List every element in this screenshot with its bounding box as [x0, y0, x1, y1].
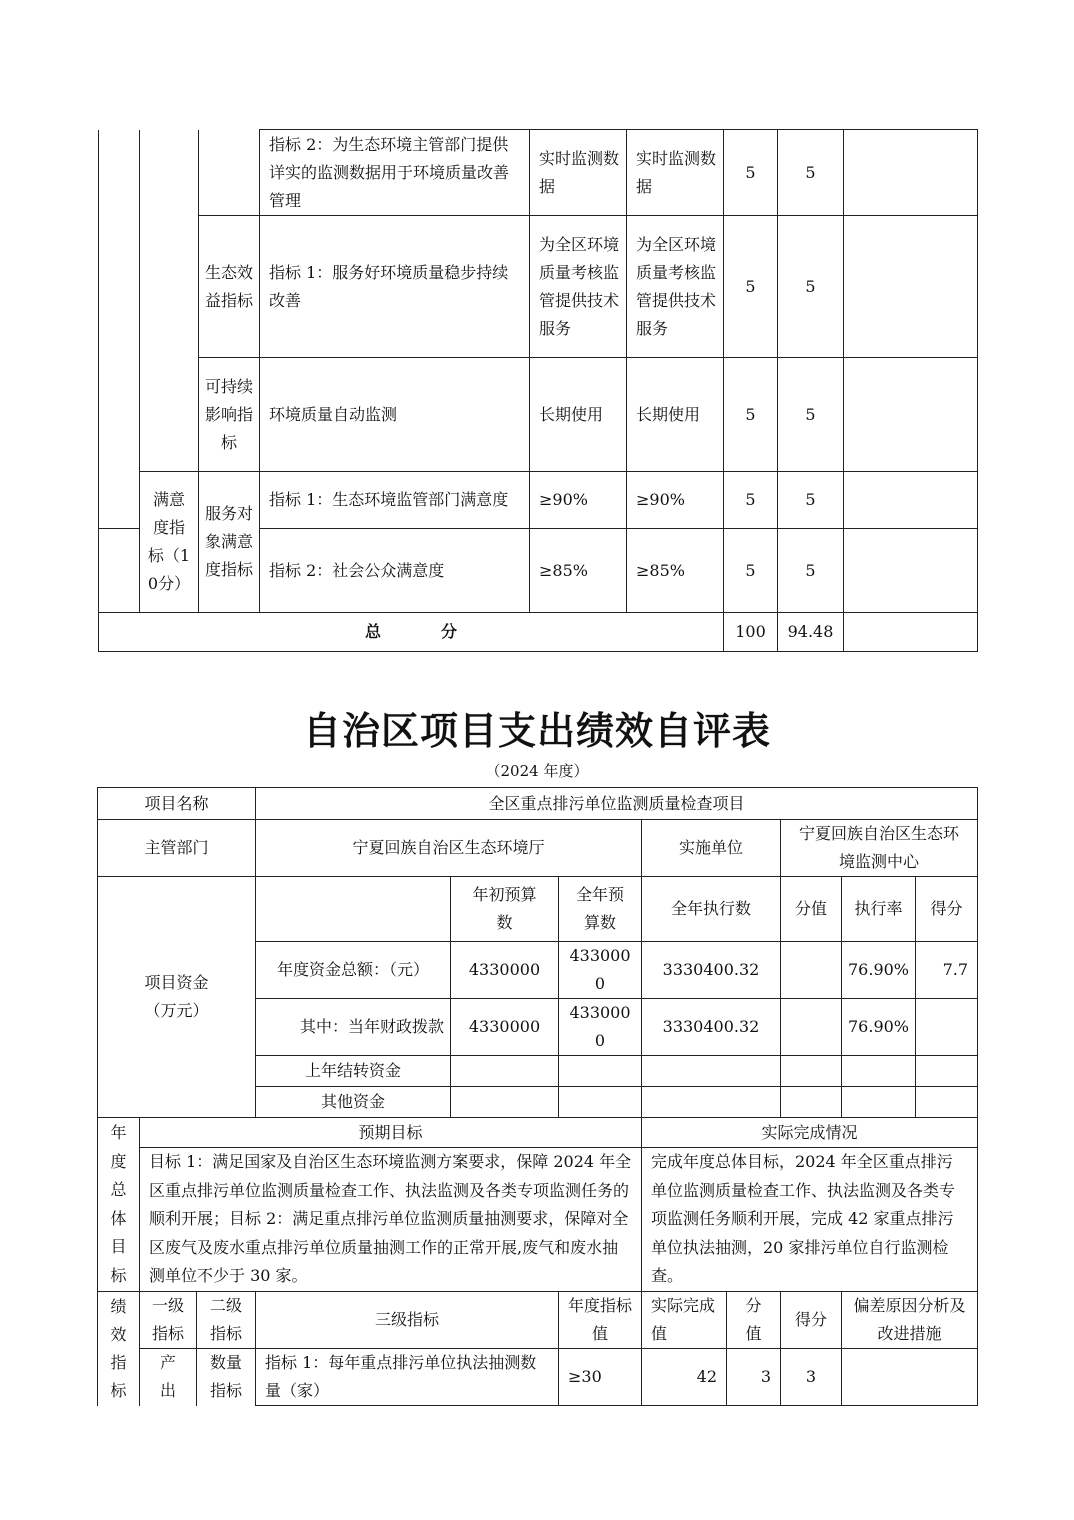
- funds-executed: 3330400.32: [642, 942, 781, 999]
- indicator-weight: 5: [724, 130, 778, 216]
- funds-weight: [781, 999, 842, 1056]
- table-row: [98, 820, 978, 877]
- table-row: [99, 358, 978, 472]
- perf-header-level3: 三级指标: [256, 1292, 559, 1349]
- indicator-score: 5: [778, 472, 844, 529]
- indicator-name: 环境质量自动监测: [260, 358, 530, 472]
- funds-score: [916, 1087, 978, 1118]
- funds-executed: [642, 1087, 781, 1118]
- indicator-reason: [844, 130, 978, 216]
- actual-label: 实际完成情况: [642, 1118, 978, 1148]
- funds-rate: [842, 1056, 916, 1087]
- page-title: 自治区项目支出绩效自评表: [302, 708, 771, 753]
- dept-label: 主管部门: [98, 820, 256, 877]
- total-label: 总分: [99, 613, 724, 652]
- level2-category: 服务对象满意度指标: [199, 472, 260, 613]
- performance-table-continued: [98, 129, 978, 652]
- indicator-reason: [844, 472, 978, 529]
- impl-label: 实施单位: [642, 820, 781, 877]
- perf-actual: 42: [642, 1349, 727, 1406]
- indicator-weight: 5: [724, 529, 778, 613]
- table-row: [98, 1118, 978, 1148]
- impl-value: 宁夏回族自治区生态环境监测中心: [781, 820, 978, 877]
- indicator-reason: [844, 358, 978, 472]
- indicator-score: 5: [778, 358, 844, 472]
- funds-score: [916, 1056, 978, 1087]
- funds-annual: [559, 1087, 642, 1118]
- level2-category: 生态效益指标: [199, 216, 260, 358]
- funds-header-score: 得分: [916, 877, 978, 942]
- perf-header-target: 年度指标值: [559, 1292, 642, 1349]
- funds-row-label: 其中：当年财政拨款: [256, 999, 451, 1056]
- perf-level2: 数量指标: [197, 1349, 256, 1406]
- perf-header-score: 得分: [781, 1292, 842, 1349]
- funds-weight: [781, 1056, 842, 1087]
- funds-header-annual: 全年预算数: [559, 877, 642, 942]
- indicator-score: 5: [778, 130, 844, 216]
- funds-executed: 3330400.32: [642, 999, 781, 1056]
- table-row: [98, 1349, 978, 1406]
- indicator-actual: ≥90%: [627, 472, 724, 529]
- indicator-target: ≥85%: [530, 529, 627, 613]
- indicator-target: 实时监测数据: [530, 130, 627, 216]
- indicator-actual: 为全区环境质量考核监管提供技术服务: [627, 216, 724, 358]
- funds-initial: 4330000: [451, 999, 559, 1056]
- funds-weight: [781, 1087, 842, 1118]
- funds-rate: [842, 1087, 916, 1118]
- self-evaluation-table: [97, 787, 978, 1406]
- funds-annual: [559, 1056, 642, 1087]
- funds-header-weight: 分值: [781, 877, 842, 942]
- indicator-name: 指标 1：生态环境监管部门满意度: [260, 472, 530, 529]
- level2-category: 可持续影响指标: [199, 358, 260, 472]
- perf-score: 3: [781, 1349, 842, 1406]
- expected-label: 预期目标: [140, 1118, 642, 1148]
- total-weight: 100: [724, 613, 778, 652]
- perf-header-weight: 分值: [727, 1292, 781, 1349]
- funds-row-label: 其他资金: [256, 1087, 451, 1118]
- funds-executed: [642, 1056, 781, 1087]
- report-year: （2024 年度）: [485, 762, 589, 780]
- indicator-reason: [844, 216, 978, 358]
- indicator-name: 指标 1：服务好环境质量稳步持续改善: [260, 216, 530, 358]
- indicator-weight: 5: [724, 472, 778, 529]
- table-row: [98, 1148, 978, 1292]
- funds-annual: 4330000: [559, 999, 642, 1056]
- table-row: [99, 130, 978, 216]
- funds-score: 7.7: [916, 942, 978, 999]
- funds-initial: [451, 1056, 559, 1087]
- expected-goals: 目标 1：满足国家及自治区生态环境监测方案要求，保障 2024 年全区重点排污单位监测质量检查工作、执法监测及各类专项监测任务的顺利开展；目标 2：满足重点排污单位监测质量抽测要求，保障对全区废气及废水重点排污单位质量抽测工作的正常开展,废气和废水抽测单位不少于 30 家。: [140, 1148, 642, 1292]
- perf-reason: [842, 1349, 978, 1406]
- table-row: [98, 877, 978, 942]
- table-row: [98, 788, 978, 820]
- perf-header-actual: 实际完成值: [642, 1292, 727, 1349]
- table-row: [99, 216, 978, 358]
- level1-category: 满意度指标（10分）: [140, 472, 199, 613]
- blank-cell: [256, 877, 451, 942]
- blank-cell: [199, 130, 260, 216]
- funds-initial: 4330000: [451, 942, 559, 999]
- perf-target: ≥30: [559, 1349, 642, 1406]
- blank-cell: [99, 529, 140, 613]
- indicator-reason: [844, 529, 978, 613]
- blank-cell: [99, 130, 140, 529]
- funds-initial: [451, 1087, 559, 1118]
- actual-goals: 完成年度总体目标，2024 年全区重点排污单位监测质量检查工作、执法监测及各类专项监测任务顺利开展，完成 42 家重点排污单位执法抽测，20 家排污单位自行监测检查。: [642, 1148, 978, 1292]
- total-reason: [844, 613, 978, 652]
- table-row: [99, 472, 978, 529]
- funds-row-label: 上年结转资金: [256, 1056, 451, 1087]
- indicator-target: 长期使用: [530, 358, 627, 472]
- funds-score: [916, 999, 978, 1056]
- funds-label: 项目资金（万元）: [98, 877, 256, 1118]
- total-score: 94.48: [778, 613, 844, 652]
- indicator-actual: 实时监测数据: [627, 130, 724, 216]
- funds-weight: [781, 942, 842, 999]
- indicator-name: 指标 2：社会公众满意度: [260, 529, 530, 613]
- project-name: 全区重点排污单位监测质量检查项目: [256, 788, 978, 820]
- table-row: [98, 1292, 978, 1349]
- funds-annual: 4330000: [559, 942, 642, 999]
- perf-weight: 3: [727, 1349, 781, 1406]
- indicator-score: 5: [778, 529, 844, 613]
- perf-header-reason: 偏差原因分析及改进措施: [842, 1292, 978, 1349]
- project-name-label: 项目名称: [98, 788, 256, 820]
- dept-value: 宁夏回族自治区生态环境厅: [256, 820, 642, 877]
- perf-indicator-name: 指标 1：每年重点排污单位执法抽测数量（家）: [256, 1349, 559, 1406]
- perf-header-level1: 一级指标: [140, 1292, 197, 1349]
- indicator-actual: 长期使用: [627, 358, 724, 472]
- funds-rate: 76.90%: [842, 999, 916, 1056]
- funds-header-executed: 全年执行数: [642, 877, 781, 942]
- goal-label: 年度总体目标: [98, 1118, 140, 1292]
- perf-label: 绩效指标: [98, 1292, 140, 1406]
- funds-row-label: 年度资金总额：（元）: [256, 942, 451, 999]
- funds-rate: 76.90%: [842, 942, 916, 999]
- indicator-actual: ≥85%: [627, 529, 724, 613]
- indicator-target: 为全区环境质量考核监管提供技术服务: [530, 216, 627, 358]
- perf-level1: 产出: [140, 1349, 197, 1406]
- funds-header-initial: 年初预算数: [451, 877, 559, 942]
- funds-header-rate: 执行率: [842, 877, 916, 942]
- total-row: [99, 613, 978, 652]
- blank-cell: [140, 130, 199, 472]
- indicator-score: 5: [778, 216, 844, 358]
- perf-header-level2: 二级指标: [197, 1292, 256, 1349]
- indicator-name: 指标 2：为生态环境主管部门提供详实的监测数据用于环境质量改善管理: [260, 130, 530, 216]
- indicator-weight: 5: [724, 216, 778, 358]
- indicator-target: ≥90%: [530, 472, 627, 529]
- indicator-weight: 5: [724, 358, 778, 472]
